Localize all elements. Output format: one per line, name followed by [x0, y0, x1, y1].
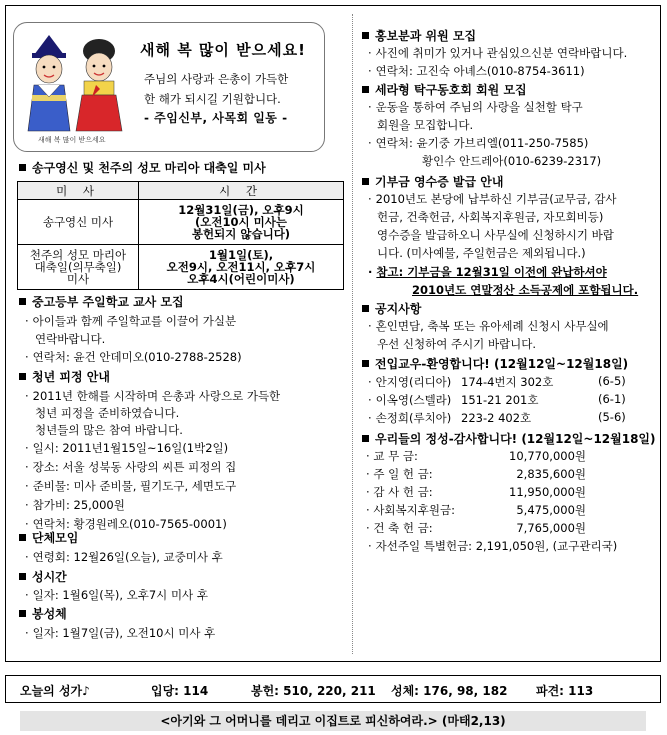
- youth-line: · 2011년 한해를 시작하며 은총과 사랑으로 가득한: [25, 389, 281, 403]
- square-bullet-icon: [362, 32, 369, 39]
- welcome-row-zone: (5-6): [598, 410, 626, 424]
- greeting-caption: 새해 복 많이 받으세요: [38, 136, 106, 144]
- table-tennis-line: 회원을 모집합니다.: [377, 118, 474, 132]
- receipt-line: · 2010년도 본당에 납부하신 기부금(교무금, 감사: [368, 192, 617, 206]
- mass-heading: 송구영신 및 천주의 성모 마리아 대축일 미사: [19, 159, 266, 176]
- greeting-box: [13, 22, 325, 152]
- table-tennis-contact: · 연락처: 윤기중 가브리엘(011-250-7585): [368, 136, 589, 150]
- welcome-row-address: 223-2 402호: [461, 411, 532, 425]
- offering-table: [366, 447, 586, 537]
- square-bullet-icon: [19, 373, 26, 380]
- welcome-row-address: 151-21 201호: [461, 393, 539, 407]
- offering-row: · 사회복지후원금: 5,475,000원: [366, 503, 586, 517]
- receipt-heading: 기부금 영수증 발급 안내: [362, 173, 503, 190]
- offering-row: · 감 사 헌 금: 11,950,000원: [366, 485, 586, 499]
- youth-place: · 장소: 서울 성북동 사랑의 씨튼 피정의 집: [25, 460, 237, 474]
- col-time-header: 시 간: [139, 182, 344, 200]
- notice-line: · 혼인면담, 축복 또는 유아세례 신청시 사무실에: [368, 319, 609, 333]
- youth-date: · 일시: 2011년1월15일~16일(1박2일): [25, 441, 229, 455]
- receipt-line: 영수증을 발급하오니 사무실에 신청하시기 바랍: [377, 228, 614, 242]
- square-bullet-icon: [362, 178, 369, 185]
- hymn-offertory: 봉헌: 510, 220, 211: [251, 684, 376, 698]
- col-mass-header: 미 사: [18, 182, 139, 200]
- square-bullet-icon: [19, 164, 26, 171]
- offering-row: · 건 축 헌 금: 7,765,000원: [366, 521, 586, 535]
- row2-mass-name: 천주의 성모 마리아 대축일(의무축일) 미사: [18, 245, 139, 290]
- sunday-school-heading: 중고등부 주일학교 교사 모집: [19, 293, 184, 310]
- youth-line: 청년 피정을 준비하였습니다.: [35, 406, 180, 420]
- square-bullet-icon: [19, 534, 26, 541]
- row1-mass-time: 12월31일(금), 오후9시 (오전10시 미사는 봉헌되지 않습니다): [139, 200, 344, 245]
- welcome-heading: 전입교우-환영합니다! (12월12일~12월18일): [362, 355, 628, 372]
- welcome-row-zone: (6-1): [598, 392, 626, 406]
- receipt-note: · 참고: 기부금을 12월31일 이전에 완납하셔야: [368, 265, 607, 279]
- column-divider: [352, 14, 353, 654]
- greeting-line-2: 한 해가 되시길 기원합니다.: [144, 92, 281, 106]
- youth-supplies: · 준비물: 미사 준비물, 필기도구, 세면도구: [25, 479, 237, 493]
- pr-line: · 사진에 취미가 있거나 관심있으신분 연락바랍니다.: [368, 46, 628, 60]
- sunday-school-contact: · 연락처: 윤건 안데미오(010-2788-2528): [25, 350, 242, 364]
- girl-doll-illustration: [74, 33, 124, 133]
- square-bullet-icon: [362, 305, 369, 312]
- square-bullet-icon: [19, 573, 26, 580]
- scripture-verse: <아기와 그 어머니를 데리고 이집트로 피신하여라.> (마태2,13): [20, 711, 646, 731]
- row2-mass-time: 1월1일(토), 오전9시, 오전11시, 오후7시 오후4시(어린이미사): [139, 245, 344, 290]
- table-tennis-line: · 운동을 통하여 주님의 사랑을 실천할 탁구: [368, 100, 583, 114]
- welcome-row: · 손정희(루치아): [368, 411, 452, 425]
- hymn-communion: 성체: 176, 98, 182: [391, 684, 508, 698]
- square-bullet-icon: [362, 435, 369, 442]
- greeting-message: [144, 69, 288, 109]
- group-meeting-heading: 단체모임: [19, 529, 78, 546]
- receipt-note-2: 2010년도 연말정산 소득공제에 포함됩니다.: [412, 283, 639, 297]
- pr-heading: 홍보분과 위원 모집: [362, 27, 476, 44]
- holy-hour-heading: 성시간: [19, 568, 67, 585]
- offering-heading: 우리들의 정성-감사합니다! (12월12일~12월18일): [362, 430, 656, 447]
- offering-row: · 교 무 금: 10,770,000원: [366, 449, 586, 463]
- welcome-row: · 이옥영(스텔라): [368, 393, 452, 407]
- row1-mass-name: 송구영신 미사: [18, 200, 139, 245]
- square-bullet-icon: [362, 86, 369, 93]
- hymn-entrance: 입당: 114: [151, 684, 209, 698]
- boy-doll-illustration: [26, 33, 72, 133]
- welcome-row-address: 174-4번지 302호: [461, 375, 554, 389]
- sunday-school-line: · 아이들과 함께 주일학교를 이끌어 가실분: [25, 314, 237, 328]
- greeting-signature: - 주임신부, 사목회 일동 -: [144, 111, 288, 125]
- square-bullet-icon: [19, 610, 26, 617]
- receipt-line: 헌금, 건축헌금, 사회복지후원금, 자모회비등): [377, 210, 604, 224]
- table-tennis-heading: 세라형 탁구동호회 회원 모집: [362, 81, 527, 98]
- square-bullet-icon: [19, 298, 26, 305]
- youth-retreat-heading: 청년 피정 안내: [19, 368, 110, 385]
- special-offering-line: · 자선주일 특별헌금: 2,191,050원, (교구관리국): [368, 539, 618, 553]
- receipt-line: 니다. (미사예물, 주일헌금은 제외됩니다.): [377, 246, 586, 260]
- table-tennis-contact-2: 황인수 안드레아(010-6239-2317): [422, 154, 602, 168]
- hymn-recessional: 파견: 113: [536, 684, 594, 698]
- youth-fee: · 참가비: 25,000원: [25, 498, 125, 512]
- mass-schedule-table: [17, 181, 344, 290]
- square-bullet-icon: [362, 360, 369, 367]
- todays-hymns-bar: [5, 675, 661, 703]
- anointing-heading: 봉성체: [19, 605, 67, 622]
- welcome-row: · 안지영(리디아): [368, 375, 452, 389]
- pr-contact: · 연락처: 고진숙 아녜스(010-8754-3611): [368, 64, 585, 78]
- youth-contact: · 연락처: 황경원레오(010-7565-0001): [25, 517, 227, 531]
- hymns-label: 오늘의 성가♪: [20, 684, 90, 698]
- holy-hour-line: · 일자: 1월6일(목), 오후7시 미사 후: [25, 588, 208, 602]
- notice-heading: 공지사항: [362, 300, 421, 317]
- greeting-line-1: 주님의 사랑과 은총이 가득한: [144, 72, 289, 86]
- greeting-title: 새해 복 많이 받으세요!: [140, 41, 306, 59]
- anointing-line: · 일자: 1월7일(금), 오전10시 미사 후: [25, 626, 216, 640]
- welcome-row-zone: (6-5): [598, 374, 626, 388]
- sunday-school-line: 연락바랍니다.: [35, 332, 106, 346]
- offering-row: · 주 일 헌 금: 2,835,600원: [366, 467, 586, 481]
- group-meeting-line: · 연령회: 12월26일(오늘), 교중미사 후: [25, 550, 223, 564]
- youth-line: 청년들의 많은 참여 바랍니다.: [35, 423, 183, 437]
- notice-line: 우선 신청하여 주시기 바랍니다.: [377, 337, 537, 351]
